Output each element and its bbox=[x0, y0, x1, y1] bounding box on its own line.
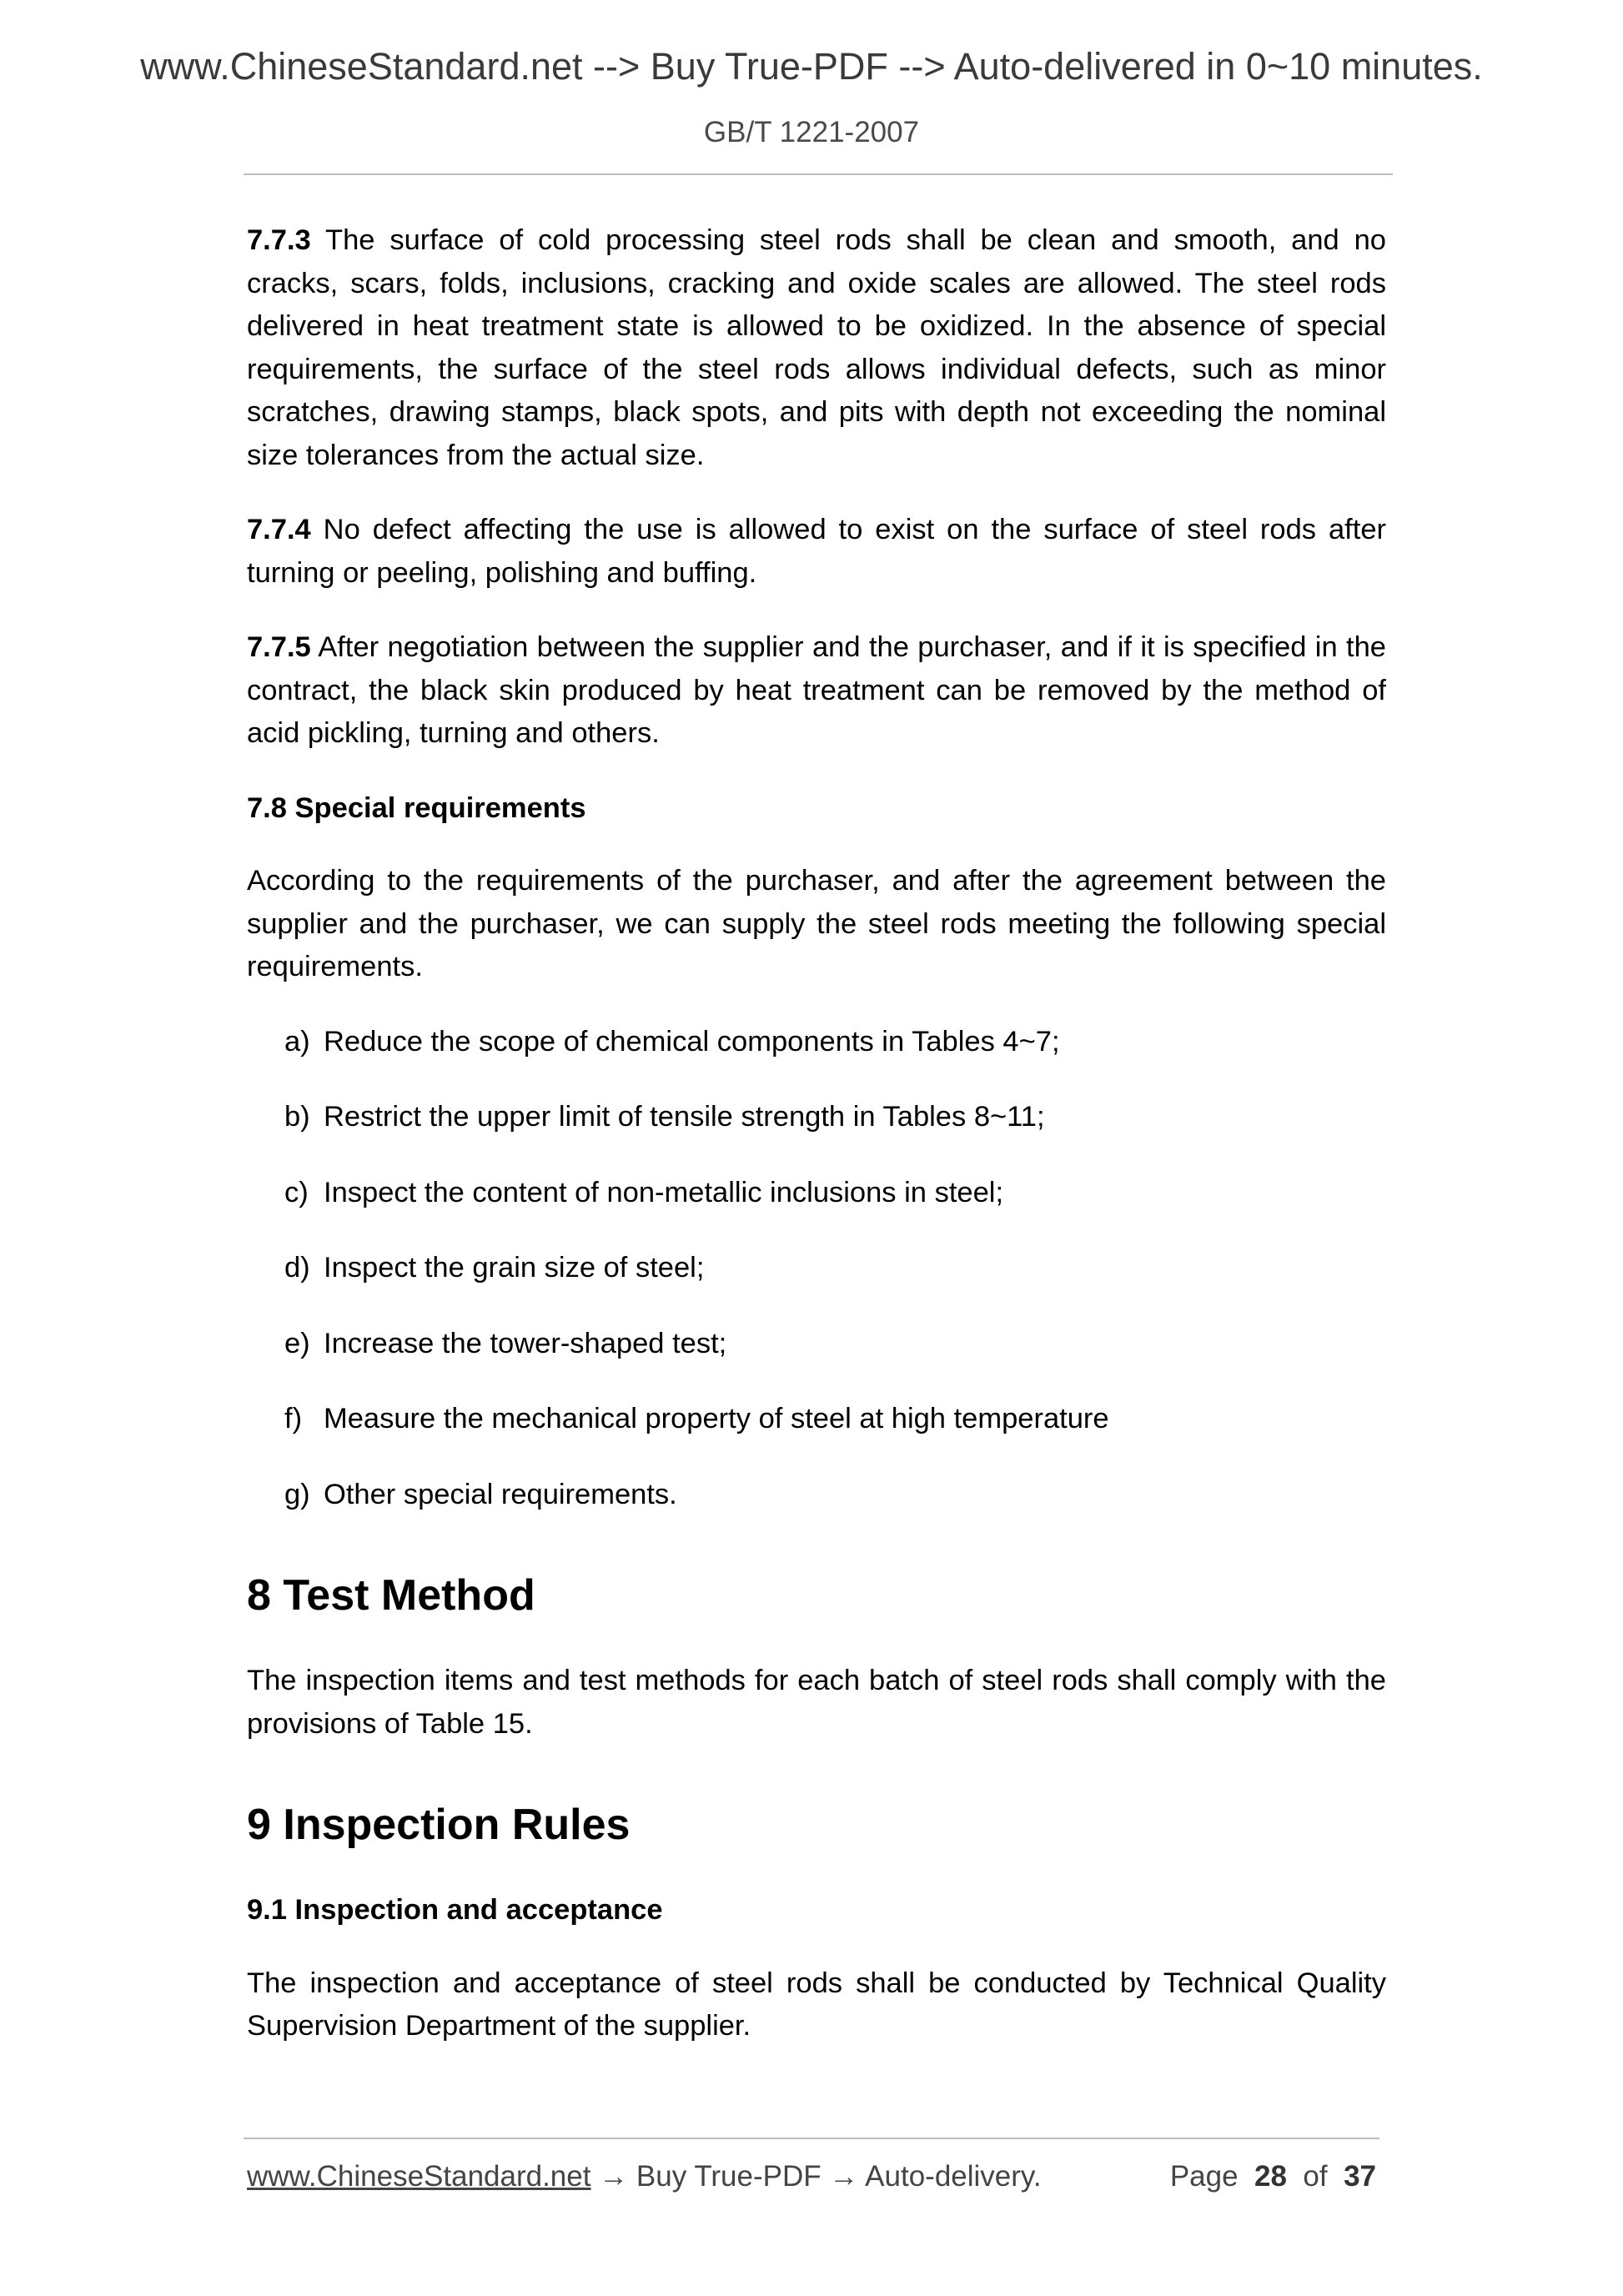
header-divider bbox=[244, 173, 1393, 175]
of-word: of bbox=[1303, 2160, 1328, 2193]
list-item-text: Other special requirements. bbox=[324, 1478, 677, 1510]
list-item-label: g) bbox=[284, 1478, 310, 1510]
section-8-heading: 8 Test Method bbox=[247, 1571, 535, 1620]
list-item-label: f) bbox=[284, 1403, 303, 1434]
top-banner: www.ChineseStandard.net --> Buy True-PDF --> Auto-delivered in 0~10 minutes. bbox=[140, 45, 1483, 88]
list-item-text: Increase the tower-shaped test; bbox=[324, 1327, 727, 1359]
clause-7-7-5 bbox=[247, 626, 1386, 756]
current-page: 28 bbox=[1254, 2160, 1287, 2193]
list-item-label: c) bbox=[284, 1176, 309, 1208]
section-9-1-text: The inspection and acceptance of steel rods shall be conducted by Technical Quality Supervision Department of the supplier. bbox=[247, 1967, 1386, 2042]
list-item-label: a) bbox=[284, 1025, 310, 1058]
section-7-8-intro: According to the requirements of the purchaser, and after the agreement between the supplier and the purchaser, we can supply the steel rods meeting the following special requirements. bbox=[247, 865, 1386, 982]
list-item-text: Inspect the grain size of steel; bbox=[324, 1252, 705, 1284]
list-item bbox=[247, 1172, 1386, 1215]
list-item bbox=[247, 1398, 1386, 1441]
list-item bbox=[247, 1247, 1386, 1290]
clause-text: After negotiation between the supplier and the purchaser, and if it is specified in the contract, the black skin produced by heat treatment can be removed by the method of acid pickling, turning and others. bbox=[247, 631, 1386, 749]
clause-text: The surface of cold processing steel rods shall be clean and smooth, and no cracks, scars, folds, inclusions, cracking and oxide scales are allowed. The steel rods delivered in heat treatment state is allowed to be oxidized. In the absence of special requirements, the surface of the steel rods allows individual defects, such as minor scratches, drawing stamps, black spots, and pits with depth not exceeding the nominal size tolerances from the actual size. bbox=[247, 224, 1386, 471]
website-link[interactable]: www.ChineseStandard.net bbox=[247, 2160, 591, 2193]
list-item-text: Measure the mechanical property of steel at high temperature bbox=[324, 1403, 1109, 1434]
list-item-label: e) bbox=[284, 1327, 310, 1359]
list-item-text: Reduce the scope of chemical components in Tables 4~7; bbox=[324, 1025, 1060, 1058]
page-word: Page bbox=[1169, 2160, 1239, 2193]
page-indicator bbox=[1170, 2152, 1376, 2202]
section-9-1-heading: 9.1 Inspection and acceptance bbox=[247, 1894, 663, 1926]
list-item-text: Inspect the content of non-metallic inclusions in steel; bbox=[324, 1176, 1004, 1208]
list-item bbox=[247, 1021, 1386, 1064]
clause-7-7-3 bbox=[247, 219, 1386, 477]
list-item-text: Restrict the upper limit of tensile strength in Tables 8~11; bbox=[324, 1101, 1045, 1133]
special-requirements-list bbox=[247, 1021, 1386, 1517]
section-8-text: The inspection items and test methods for each batch of steel rods shall comply with the provisions of Table 15. bbox=[247, 1665, 1386, 1740]
clause-number: 7.7.5 bbox=[247, 631, 311, 663]
list-item-label: d) bbox=[284, 1252, 310, 1284]
standard-code: GB/T 1221-2007 bbox=[703, 116, 920, 148]
clause-number: 7.7.4 bbox=[247, 514, 311, 545]
section-9-heading: 9 Inspection Rules bbox=[247, 1801, 631, 1849]
footer-tagline: → Buy True-PDF → Auto-delivery. bbox=[590, 2160, 1042, 2193]
footer-left bbox=[247, 2152, 1042, 2202]
list-item bbox=[247, 1474, 1386, 1517]
section-7-8-heading: 7.8 Special requirements bbox=[247, 791, 586, 824]
total-pages: 37 bbox=[1344, 2160, 1376, 2193]
footer bbox=[247, 2152, 1376, 2202]
footer-divider bbox=[244, 2138, 1379, 2139]
document-body bbox=[247, 219, 1386, 2080]
clause-text: No defect affecting the use is allowed to exist on the surface of steel rods after turning or peeling, polishing and buffing. bbox=[247, 514, 1386, 589]
list-item bbox=[247, 1096, 1386, 1139]
clause-number: 7.7.3 bbox=[247, 224, 311, 256]
list-item bbox=[247, 1323, 1386, 1366]
list-item-label: b) bbox=[284, 1101, 310, 1133]
clause-7-7-4 bbox=[247, 509, 1386, 595]
